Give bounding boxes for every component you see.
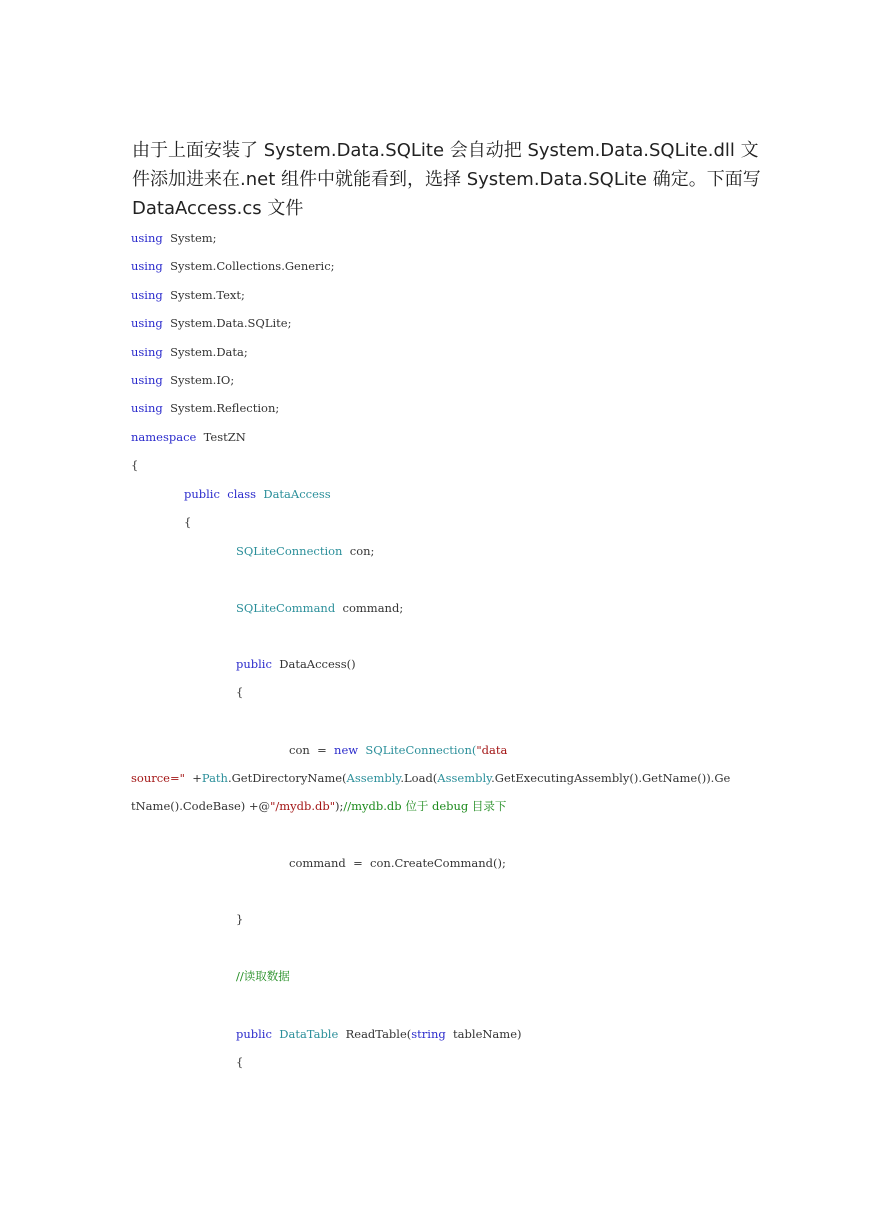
code-line-class-decl: public class DataAccess bbox=[184, 487, 331, 501]
code-line-using-reflection: using System.Reflection; bbox=[131, 401, 280, 415]
code-line-using-collections: using System.Collections.Generic; bbox=[131, 259, 335, 273]
intro-paragraph bbox=[132, 136, 761, 223]
code-line-using-sqlite: using System.Data.SQLite; bbox=[131, 316, 292, 330]
code-line-using-io: using System.IO; bbox=[131, 373, 235, 387]
code-line-comment-read: //读取数据 bbox=[236, 969, 290, 983]
code-line-connection-field: SQLiteConnection con; bbox=[236, 544, 375, 558]
code-line-con-assign: con = new SQLiteConnection("data bbox=[289, 743, 508, 757]
intro-line-3: DataAccess.cs 文件 bbox=[132, 198, 304, 219]
intro-line-1: 由于上面安装了 System.Data.SQLite 会自动把 System.Data.SQLite.dll 文 bbox=[132, 140, 759, 161]
code-line-namespace: namespace TestZN bbox=[131, 430, 246, 444]
code-line-using-data: using System.Data; bbox=[131, 345, 248, 359]
code-line-using-system: using System; bbox=[131, 231, 217, 245]
code-line-constructor-close: } bbox=[236, 912, 244, 926]
code-line-class-open: { bbox=[184, 515, 192, 529]
code-line-codebase: tName().CodeBase) +@"/mydb.db");//mydb.db 位于 debug 目录下 bbox=[131, 799, 507, 813]
code-line-namespace-open: { bbox=[131, 458, 139, 472]
code-line-connection-string: source=" +Path.GetDirectoryName(Assembly.Load(Assembly.GetExecutingAssembly().GetName()).Ge bbox=[131, 771, 731, 785]
code-line-command-assign: command = con.CreateCommand(); bbox=[289, 856, 506, 870]
code-line-readtable: public DataTable ReadTable(string tableName) bbox=[236, 1027, 522, 1041]
intro-line-2: 件添加进来在.net 组件中就能看到，选择 System.Data.SQLite 确定。下面写 bbox=[132, 169, 761, 190]
code-line-using-text: using System.Text; bbox=[131, 288, 245, 302]
code-line-readtable-open: { bbox=[236, 1055, 244, 1069]
code-line-command-field: SQLiteCommand command; bbox=[236, 601, 404, 615]
code-line-constructor-open: { bbox=[236, 685, 244, 699]
code-line-constructor: public DataAccess() bbox=[236, 657, 356, 671]
